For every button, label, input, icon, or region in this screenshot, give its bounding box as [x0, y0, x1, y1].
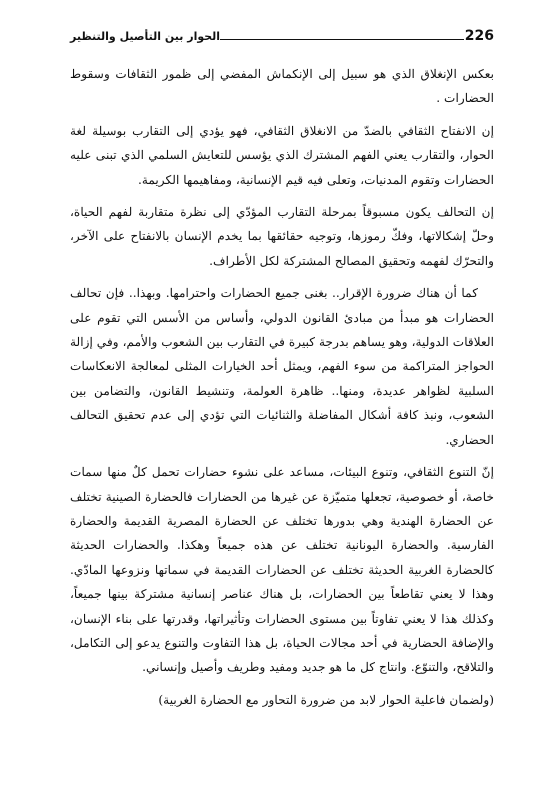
paragraph-6: (ولضمان فاعلية الحوار لابد من ضرورة التحاور مع الحضارة الغربية)	[158, 692, 494, 707]
header-rule	[220, 39, 464, 40]
page-number: 226	[464, 28, 494, 44]
running-title: الحوار بين التأصيل والتنظير	[70, 30, 221, 43]
paragraph-5: إنّ التنوع الثقافي، وتنوع البيئات، مساعد على نشوء حضارات تحمل كلٌ منها سمات خاصة، أو خصوصية، تجعلها متميّزة عن غيرها من الحضارات فالحضارة الصينية تختلف عن الحضارة الهندية وهي بدورها تختلف عن الحضارة المصرية القديمة والحضارة الفارسية. والحضارة اليونانية تختلف عن هذه جميعاً وهكذا. والحضارات الحديثة كالحضارة الغربية الحديثة تختلف عن الحضارات القديمة في سماتها ونزوعها المادّي. وهذا لا يعني تقاطعاً بين الحضارات، بل هناك عناصر إنسانية مشتركة بينها جميعاً، وكذلك هذا لا يعني تفاوتاً بين مستوى الحضارات وتأثيراتها، وقدرتها على بناء الإنسان، والإضافة الحضارية في أحد مجالات الحياة، بل هذا التفاوت والتنوع يدعو إلى التكامل، والتلاقح، والتنوّع. وانتاج كل ما هو جديد ومفيد وطريف وأصيل وإنساني.	[70, 465, 494, 675]
body-text	[70, 62, 494, 712]
paragraph-3: إن التحالف يكون مسبوقاً بمرحلة التقارب المؤدّي إلى نظرة متقاربة لفهم الحياة، وحلّ إشكالاتها، وفكّ رموزها، وتوجيه حقائقها بما يخدم الإنسان بالانفتاح على الآخر، والتحرّك لفهمه وتحقيق المصالح المشتركة لكل الأطراف.	[70, 205, 494, 268]
paragraph-2: إن الانفتاح الثقافي بالضدّ من الانغلاق الثقافي، فهو يؤدي إلى التقارب بوسيلة لغة الحوار، والتقارب يعني الفهم المشترك الذي يؤسس للتعايش السلمي الذي تبنى عليه الحضارات وتقوم المدنيات، وتعلى فيه قيم الإنسانية، ومفاهيمها الكريمة.	[70, 123, 494, 187]
paragraph-4: كما أن هناك ضرورة الإقرار.. بغنى جميع الحضارات واحترامها. وبهذا.. فإن تحالف الحضارات هو مبدأ من مبادئ القانون الدولي، وأساس من الأسس التي تقوم على العلاقات الدولية، وهو يساهم بدرجة كبيرة في التقارب بين الشعوب والأمم، وفي إزالة الحواجز المتراكمة من سوء الفهم، ويمثل أحد الخيارات المثلى لمعالجة الانعكاسات السلبية لظواهر عديدة، ومنها.. ظاهرة العولمة، وتنشيط القانون، والتضامن بين الشعوب، ونبذ كافة أشكال المفاضلة والثنائيات التي تؤدي إلى عدم تحقيق التحالف الحضاري.	[70, 286, 494, 447]
paragraph-1: بعكس الإنغلاق الذي هو سبيل إلى الإنكماش المفضي إلى ظمور الثقافات وسقوط الحضارات .	[70, 67, 494, 106]
page-header	[70, 28, 494, 50]
